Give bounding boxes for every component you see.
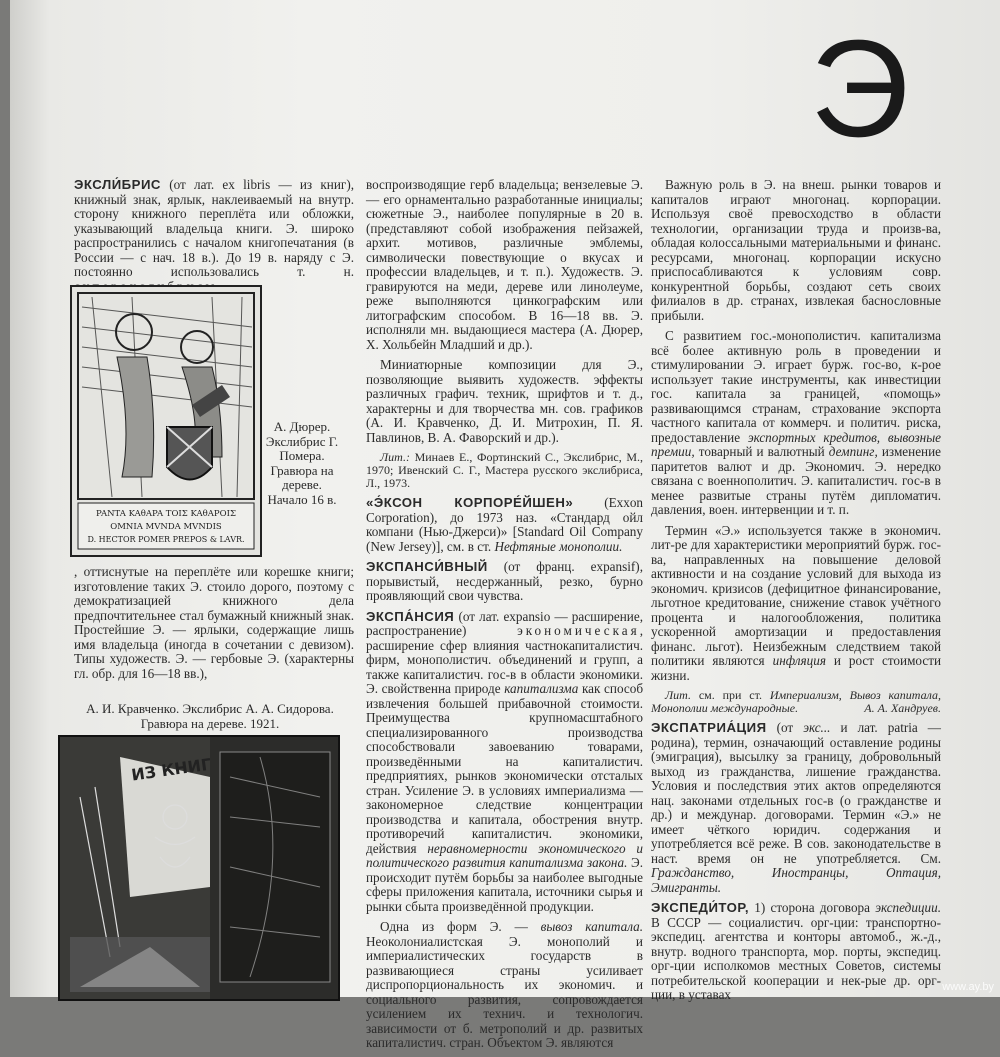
expat-refs: Гражданство, Иностранцы, Оптация, Эмигранты. [651, 865, 941, 895]
entry-term-expeditor: ЭКСПЕДИ́ТОР, [651, 900, 750, 915]
column-1-mid [74, 565, 354, 687]
expansia-intro: (от лат. expansio — расширение, распространение) [366, 608, 643, 638]
exlibris-lit: Минаев Е., Фортинский С., Экслибрис, М., 1970; Ивенский С. Г., Мастера русского экслибриса, Л., 1973. [366, 450, 644, 490]
expansia-p2a: С развитием гос.-монополистич. капитализма всё более активную роль в проведении и стимулировании Э. играет бурж. гос-во, к-рое использует такие инструменты, как инвестиции гос. капитала за границей, «помощь» развивающимся странам, страхование экспорта частного капитала от коммерч. и политич. риска, предоставление [651, 328, 941, 445]
expansia-author: А. А. Хандруев. [864, 701, 941, 715]
expansia-text-2: как способ извлечения большей прибавочной стоимости. Преимущества крупномасштабного специализированного производства способствовали завоеванию товарами, произведёнными на капиталистич. предприятиях, рынков экономически отсталых стран. Усиление Э. в условиях империализма — закономерное следствие концентрации производства и капитала, обострения внутр. противоречий капиталистич. экономики, действия [366, 681, 644, 856]
expansia-econ: экономическая [517, 623, 640, 638]
kravchenko-exlibris-image [58, 735, 340, 1001]
exlibris-intro: (от лат. ex libris — из книг), книжный знак, ярлык, наклеиваемый на внутр. сторону книжного переплёта или обложки, указывающий владельца книги. Э. широко распространились с началом книгопечатания (в России — с нач. 18 в.). До 19 в. наряду с Э. постоянно использовались т. н. [74, 177, 355, 279]
encyclopedia-page [10, 0, 1000, 1050]
expansia-capitalism: капитализма [504, 681, 579, 696]
expansia-text: , расширение сфер влияния частнокапиталистич. фирм, монополистич. объединений и групп, а также капиталистич. гос-в в области экономики. Э. свойственна природе [366, 623, 643, 696]
exlibris-miniature: Миниатюрные композиции для Э., позволяющие выявить художеств. эффекты различных графич. техник, шрифтов и т. д., характерны и для творчества мн. сов. графиков (А. И. Кравченко, Д. И. Митрохин, П. Я. Павлинов, В. А. Фаворский и др.). [366, 357, 643, 445]
entry-term-expatriacia: ЭКСПАТРИА́ЦИЯ [651, 720, 767, 735]
durer-inscription-2: OMNIA MVNDA MVNDIS [110, 522, 222, 532]
expat-intro: (от [776, 720, 794, 735]
durer-caption: А. Дюрер. Экслибрис Г. Помера. Гравюра на дереве. Начало 16 в. [265, 419, 339, 507]
exxon-ref: Нефтяные монополии. [494, 538, 623, 554]
expansivny-text: (от франц. expansif), порывистый, несдержанный, резко, бурно проявляющий свои чувства. [366, 559, 643, 603]
entry-term-exlibris: ЭКСЛИ́БРИС [74, 177, 161, 192]
exlibris-lit-label: Лит.: [380, 450, 410, 464]
expeditor-italic: экспедиции. [875, 900, 942, 915]
expat-text: и лат. patria — родина), термин, означающий оставление родины (эмиграция), высылку за границу, добровольный выход из гражданства, лишение гражданства. Условия и последствия этих актов определяются нац. законами отдельных гос-в (о гражданстве и др.) и междунар. договорами. Термин «Э.» не имеет чёткого юридич. содержания и употребляется всё реже. В сов. законодательстве в наст. время он не употребляется. См. [651, 720, 941, 866]
expeditor-text-2: В СССР — социалистич. орг-ции: транспортно-экспедиц. агентства и конторы автомоб., ж.-д., внутр. водного транспорта, мор. порты, экспедиц. орг-ции исполкомов местных Советов, системы потребительской кооперации и нек-рые др. орг-ции, в уставах [651, 914, 941, 1002]
durer-exlibris-image [70, 285, 262, 557]
kravchenko-caption: А. И. Кравченко. Экслибрис А. А. Сидорова. Гравюра на дереве. 1921. [86, 701, 334, 731]
expansia-law: неравномерности экономического и политического развития капитализма закона. [366, 840, 644, 870]
expansia-form: Одна из форм Э. — [380, 919, 528, 934]
exlibris-continuation-2: воспроизводящие герб владельца; вензелевые Э. — его орнаментально разработанные инициалы; сюжетные Э., наиболее популярные в 20 в. (представляют собой изображения пейзажей, архит. мотивов, различные эмблемы, символически повествующие о вкусах и профессии владельцев, и т. п.). Художеств. Э. гравируются на меди, дереве или линолеуме, реже выполняются цинкографским или литографским способом. В 16—18 вв. Э. исполняли мн. выдающиеся мастера (А. Дюрер, Х. Хольбейн Младший и др.). [366, 177, 643, 352]
expansia-p2b: товарный и валютный [698, 444, 825, 459]
expansia-lit-label: Лит. [665, 688, 691, 702]
expansia-text-4: Неоколониалистская Э. монополий и империалистических государств в развивающиеся страны усиливает диспропорциональность их экономич. и социального развития, сопровождается усилением их технич. и технологич. зависимости от б. метрополий и др. развитых капиталистич. стран. Объектом Э. являются [366, 933, 643, 1050]
entry-term-expansivny: ЭКСПАНСИ́ВНЫЙ [366, 559, 488, 574]
watermark: www.ay.by [942, 981, 994, 993]
expansia-p1: Важную роль в Э. на внеш. рынки товаров и капиталов играют многонац. корпорации. Используя своё превосходство в области технологии, организации труда и произв-ва, обладая колоссальными материальными и финанс. ресурсами, многонац. корпорации искусно приспосабливаются к условиям совр. конкурентной борьбы, создают сеть своих филиалов в др. странах, извлекая баснословные прибыли. [651, 177, 941, 323]
expansia-lit-text: см. при ст. [698, 688, 762, 702]
column-3 [651, 178, 941, 1009]
column-2 [366, 178, 643, 1057]
expansia-inflation: инфляция [772, 653, 826, 668]
durer-inscription-3: D. HECTOR POMER PREPOS & LAVR. [87, 535, 245, 544]
entry-term-exxon: «Э́КСОН КОРПОРЕ́ЙШЕН» [366, 495, 574, 510]
expansia-credits: экспортных кредитов, вывозные премии, [651, 429, 941, 459]
expeditor-text-1: 1) сторона договора [754, 900, 870, 915]
expansia-export: вывоз капитала. [540, 919, 643, 934]
exxon-text: (Exxon Corporation), до 1973 наз. «Стандард ойл компани (Нью-Джерси)» [Standard Oil Company (New Jersey)], см. в ст. [366, 495, 644, 554]
expansia-p2c: изменение паритетов валют и др. Экономич. Э. нередко связана с военнополитич. Э. капиталистич. гос-в в менее развитые страны путём дипломатич. давления, воен. интервенции и т. п. [651, 444, 942, 517]
section-letter: Э [810, 12, 910, 166]
expansia-lit-refs: Империализм, Вывоз капитала, Монополии международные. [651, 688, 942, 715]
expansia-text-3: Э. происходит путём борьбы за наиболее выгодные сферы приложения капитала, источники сырья и рынки сбыта произведённой продукции. [366, 855, 643, 914]
entry-term-expansia: ЭКСПА́НСИЯ [366, 608, 455, 624]
expansia-p3a: Термин «Э.» используется также в экономич. лит-ре для характеристики мероприятий бурж. гос-ва, направленных на повышение деловой активности и на создание условий для выхода из экономич. кризисов (дефицитное финансирование, льготное кредитование, снижение ставок учётного процента и налогообложения, политика ускоренной амортизации и предоставления финанс. льгот). Неизбежным следствием такой политики являются [651, 522, 941, 668]
kravchenko-inscription: ИЗ КНИГ [130, 754, 213, 785]
expat-ex: экс... [803, 720, 831, 735]
expansia-dumping: демпинг, [828, 444, 878, 459]
exlibris-continuation: , оттиснутые на переплёте или корешке книги; изготовление таких Э. стоило дорого, поэтому с демократизацией книжного дела предпочтительнее стал бумажный книжный знак. Простейшие Э. — ярлыки, содержащие лишь имя владельца (иногда в сочетании с девизом). Типы художеств. Э. — гербовые Э. (характерны гл. обр. для 16—18 вв.), [74, 564, 354, 681]
expansia-p3b: и рост стоимости жизни. [651, 653, 942, 683]
durer-inscription-1: PANTA KAθAPA TOIΣ KAθAPOIΣ [96, 509, 236, 519]
column-1-top [74, 178, 354, 300]
